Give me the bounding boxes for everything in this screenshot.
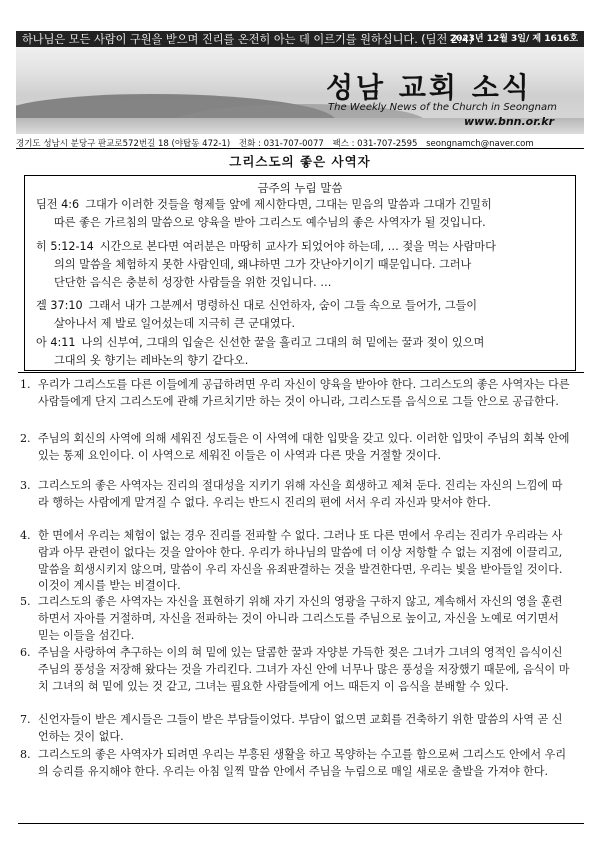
website-link[interactable]: www.bnn.or.kr: [464, 115, 555, 128]
point-text: 신언자들이 받은 계시들은 그들이 받은 부담들이었다. 부담이 없으면 교회를 건축하기 위한 말씀의 사역 곧 신언하는 것이 없다.: [38, 713, 563, 743]
verse-text: 살아나서 제 발로 일어섰는데 지극히 큰 군대였다.: [54, 317, 296, 330]
point-item: [20, 478, 572, 512]
point-number: 4.: [20, 529, 31, 542]
verse-ref: 겔 37:10: [36, 299, 83, 312]
verse-ref: 히 5:12-14: [36, 240, 94, 253]
verse-item: [36, 238, 564, 292]
point-text: 그리스도의 좋은 사역자가 되려면 우리는 부흥된 생활을 하고 목양하는 수고를 함으로써 그리스도 안에서 우리의 승리를 유지해야 한다. 우리는 아침 일찍 말씀 안에서 주님을 누림으로 매일 새로운 출발을 가져야 한다.: [38, 748, 567, 778]
point-text: 한 면에서 우리는 체험이 없는 경우 진리를 전파할 수 없다. 그러나 또 다른 면에서 우리는 진리가 우리라는 사람과 아무 관련이 없다는 것을 알아야 한다. 우리가 하나님의 말씀에 더 이상 저항할 수 없는 지점에 이끌리고, 말씀을 희생시키지 않으며, 말씀이 우리 자신을 유죄판결하는 것을 발견한다면, 우리는 빛을 받아들일 것이다. 이것이 계시를 받는 비결이다.: [38, 529, 563, 593]
point-text: 우리가 그리스도를 다른 이들에게 공급하려면 우리 자신이 양육을 받아야 한다. 그리스도의 좋은 사역자는 다른 사람들에게 단지 그리스도에 관해 가르치기만 하는 것이 아니라, 그리스도를 음식으로 그들 안으로 공급한다.: [38, 378, 570, 408]
verse-text: 그래서 내가 그분께서 명령하신 대로 신언하자, 숨이 그들 속으로 들어가, 그들이: [88, 299, 478, 312]
email[interactable]: seongnamch@naver.com: [426, 139, 534, 149]
verse-text: 나의 신부여, 그대의 입술은 신선한 꿀을 흘리고 그대의 혀 밑에는 꿀과 젖이 있으며: [81, 336, 485, 349]
verse-text: 그대의 옷 향기는 레바논의 향기 같다오.: [54, 354, 249, 367]
header-top-bar: [16, 31, 584, 47]
verse-text: 단단한 음식은 충분히 성장한 사람들을 위한 것입니다. …: [54, 276, 332, 289]
verse-item: [36, 334, 564, 370]
sermon-title: 그리스도의 좋은 사역자: [229, 154, 371, 169]
point-number: 7.: [20, 713, 31, 726]
point-item: [20, 645, 572, 695]
verse-text: 그대가 이러한 것들을 형제들 앞에 제시한다면, 그대는 믿음의 말씀과 그대가 긴밀히: [85, 198, 492, 211]
point-item: [20, 431, 572, 465]
point-item: [20, 528, 572, 595]
point-item: [20, 712, 572, 746]
point-text: 그리스도의 좋은 사역자는 자신을 표현하기 위해 자기 자신의 영광을 구하지 않고, 계속해서 자신의 영을 훈련하면서 자아를 거절하며, 자신을 전파하는 것이 아니라 그리스도를 주님으로 높이고, 자신을 노예로 여기면서 믿는 이들을 섬긴다.: [38, 595, 563, 642]
verse-ref: 딤전 4:6: [36, 198, 80, 211]
point-number: 5.: [20, 595, 31, 608]
address: 경기도 성남시 분당구 판교로572번길 18 (야탑동 472-1): [16, 139, 231, 149]
point-item: [20, 747, 572, 781]
scripture-heading: 금주의 누림 말씀: [257, 181, 343, 195]
point-text: 주님의 회신의 사역에 의해 세워진 성도들은 이 사역에 대한 입맞을 갖고 있다. 이러한 입맛이 주님의 회복 안에 있는 통제 요인이다. 이 사역으로 세워진 이들은 이 사역과 다른 맛을 거절할 것이다.: [38, 432, 570, 462]
issue-date: 2023년 12월 3일/ 제 1616호: [449, 34, 578, 44]
verse-text: 시간으로 본다면 여러분은 마땅히 교사가 되었어야 하는데, … 젖을 먹는 사람마다: [99, 240, 496, 253]
verse-item: [36, 297, 564, 333]
point-number: 6.: [20, 646, 31, 659]
point-item: [20, 594, 572, 644]
point-text: 주님을 사랑하여 추구하는 이의 혀 밑에 있는 달콤한 꿀과 자양분 가득한 젖은 그녀가 그녀의 영적인 음식이신 주님의 풍성을 저장해 왔다는 것을 가리킨다. 그녀가 자신 안에 너무나 많은 풍성을 저장했기 때문에, 음식이 마치 그녀의 혀 밑에 있는 것 같고, 그녀는 필요한 사람들에게 어느 때든지 이 음식을 분배할 수 있다.: [38, 646, 570, 693]
motto-verse: 하나님은 모든 사람이 구원을 받으며 진리를 온전히 아는 데 이르기를 원하십니다. (딤전 2:4): [22, 33, 474, 46]
verse-ref: 아 4:11: [36, 336, 76, 349]
point-number: 3.: [20, 479, 31, 492]
point-number: 2.: [20, 432, 31, 445]
point-item: [20, 377, 572, 411]
verse-item: [36, 196, 564, 232]
bulletin-subtitle: The Weekly News of the Church in Seongnam: [328, 102, 557, 113]
phone: 전화 : 031-707-0077: [238, 139, 324, 149]
header-divider: [16, 148, 584, 149]
point-number: 8.: [20, 748, 31, 761]
point-text: 그리스도의 좋은 사역자는 진리의 절대성을 지키기 위해 자신을 희생하고 제쳐 둔다. 진리는 자신의 느낌에 따라 행하는 사람에게 맡겨질 수 없다. 우리는 반드시 진리의 편에 서서 우리 자신과 맞서야 한다.: [38, 479, 563, 509]
verse-text: 따른 좋은 가르침의 말씀으로 양육을 받아 그리스도 예수님의 좋은 사역자가 될 것입니다.: [54, 216, 486, 229]
bulletin-title: 성남 교회 소식: [326, 71, 532, 104]
point-number: 1.: [20, 378, 31, 391]
fax: 팩스 : 031-707-2595: [332, 139, 418, 149]
verse-text: 의의 말씀을 체험하지 못한 사람인데, 왜냐하면 그가 갓난아기이기 때문입니다. 그러나: [54, 258, 472, 271]
